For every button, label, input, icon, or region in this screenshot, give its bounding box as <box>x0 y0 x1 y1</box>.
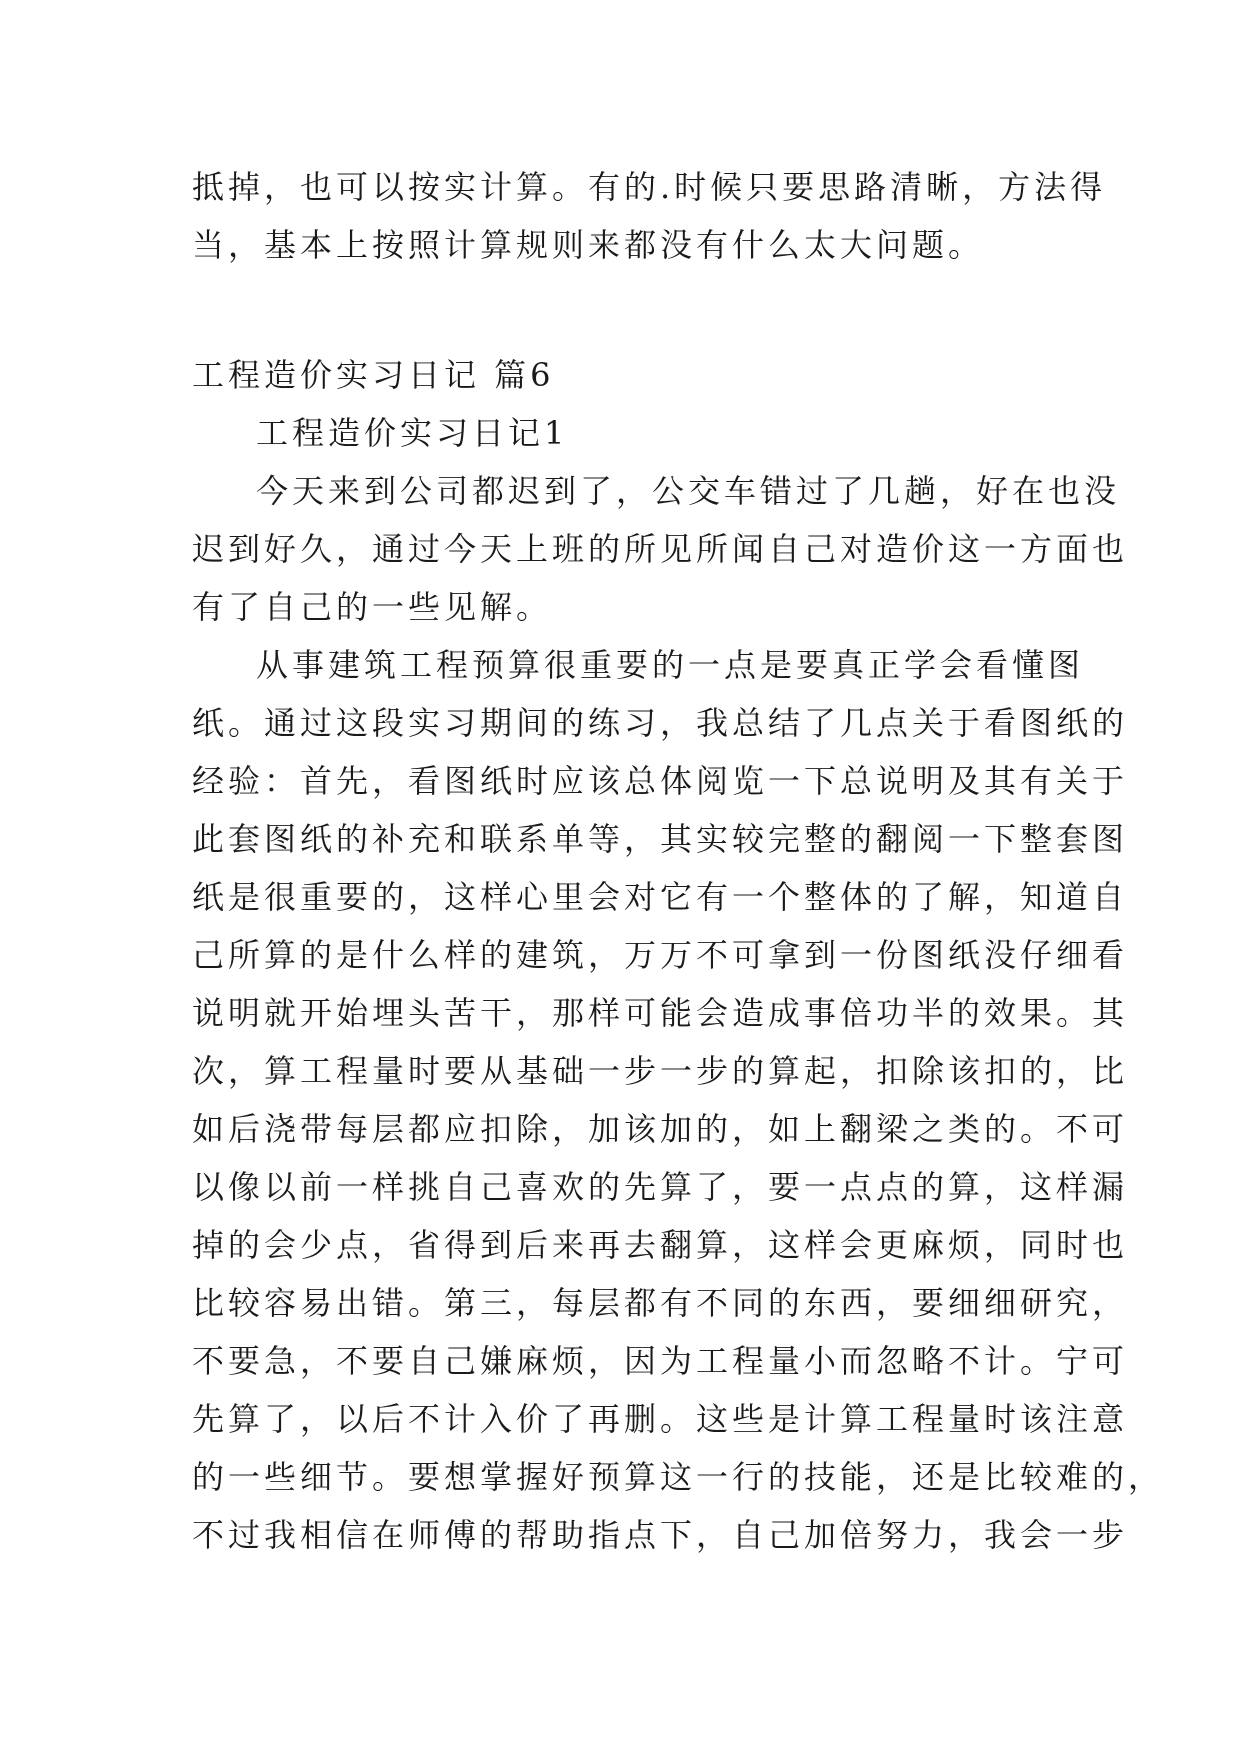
text-line: 说明就开始埋头苦干，那样可能会造成事倍功半的效果。其 <box>192 994 1129 1032</box>
paragraph-top <box>192 158 1107 274</box>
text-line: 掉的会少点，省得到后来再去翻算，这样会更麻烦，同时也 <box>192 1226 1129 1264</box>
paragraph-1 <box>192 462 1129 636</box>
text-line: 己所算的是什么样的建筑，万万不可拿到一份图纸没仔细看 <box>192 936 1129 974</box>
text-line: 以像以前一样挑自己喜欢的先算了，要一点点的算，这样漏 <box>192 1168 1129 1206</box>
text-line: 如后浇带每层都应扣除，加该加的，如上翻梁之类的。不可 <box>192 1110 1129 1148</box>
text-line: 纸是很重要的，这样心里会对它有一个整体的了解，知道自 <box>192 878 1129 916</box>
text-line: 不过我相信在师傅的帮助指点下，自己加倍努力，我会一步 <box>192 1516 1129 1554</box>
text-line: 的一些细节。要想掌握好预算这一行的技能，还是比较难的， <box>192 1458 1165 1496</box>
text-line: 经验：首先，看图纸时应该总体阅览一下总说明及其有关于 <box>192 762 1129 800</box>
text-line: 从事建筑工程预算很重要的一点是要真正学会看懂图 <box>256 646 1085 684</box>
text-line: 先算了，以后不计入价了再删。这些是计算工程量时该注意 <box>192 1400 1129 1438</box>
subtitle: 工程造价实习日记1 <box>256 414 569 452</box>
text-line: 今天来到公司都迟到了，公交车错过了几趟，好在也没 <box>256 472 1121 510</box>
paragraph-2 <box>192 636 1165 1564</box>
section-title: 工程造价实习日记 篇6 <box>192 356 555 394</box>
text-line: 不要急，不要自己嫌麻烦，因为工程量小而忽略不计。宁可 <box>192 1342 1129 1380</box>
section-spacer <box>192 274 1052 346</box>
text-line: 当，基本上按照计算规则来都没有什么太大问题。 <box>192 226 985 264</box>
text-line: 比较容易出错。第三，每层都有不同的东西，要细细研究， <box>192 1284 1129 1322</box>
text-line: 有了自己的一些见解。 <box>192 588 553 626</box>
text-line: 迟到好久，通过今天上班的所见所闻自己对造价这一方面也 <box>192 530 1129 568</box>
document-page <box>192 158 1165 1564</box>
text-line: 纸。通过这段实习期间的练习，我总结了几点关于看图纸的 <box>192 704 1129 742</box>
text-line: 次，算工程量时要从基础一步一步的算起，扣除该扣的，比 <box>192 1052 1129 1090</box>
text-line: 此套图纸的补充和联系单等，其实较完整的翻阅一下整套图 <box>192 820 1129 858</box>
text-line: 抵掉，也可以按实计算。有的.时候只要思路清晰，方法得 <box>192 168 1107 206</box>
